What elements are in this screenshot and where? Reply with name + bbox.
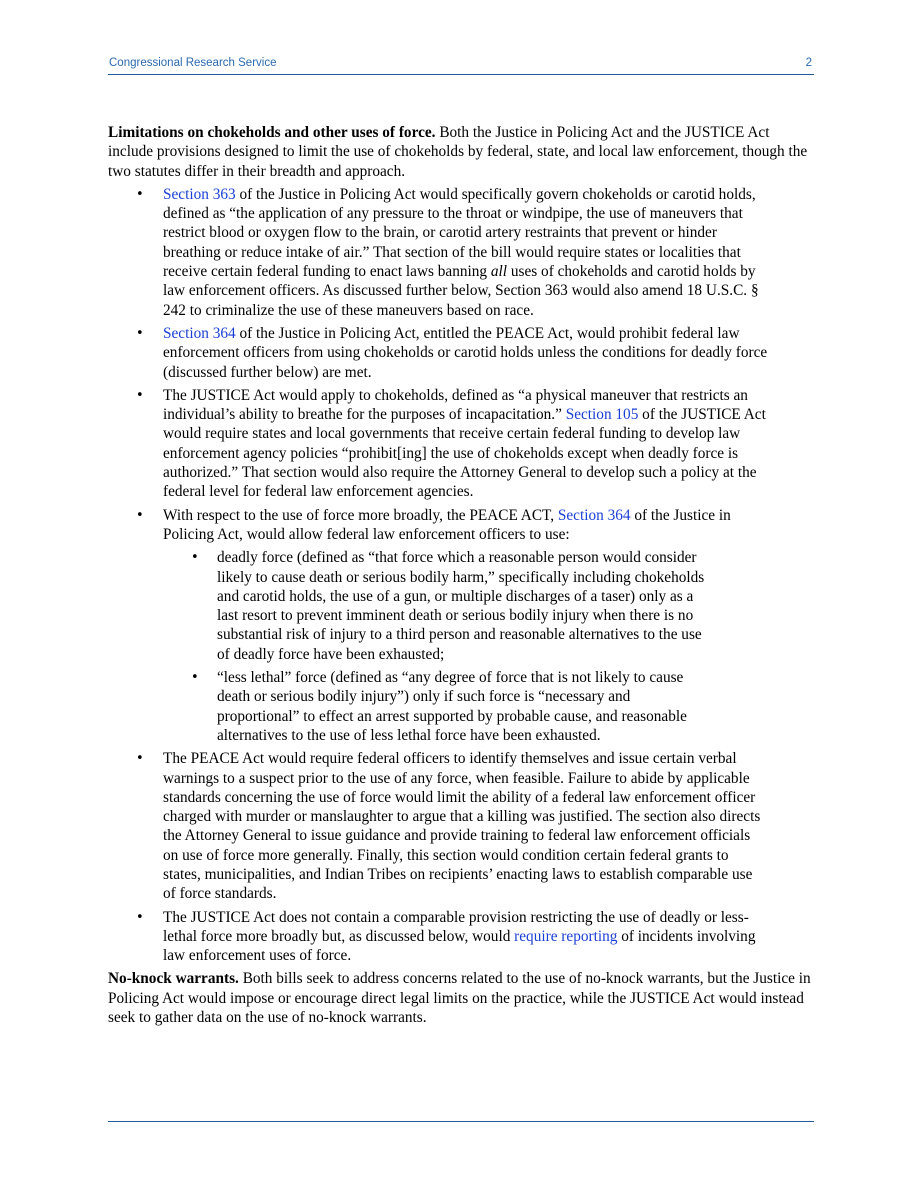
bullet-text: of the Justice in Policing Act, entitled the PEACE Act, would prohibit federal law enforcement officers from using chokeholds or carotid holds unless the conditions for deadly force (discussed further below) are met. [163,324,768,381]
list-item [163,908,816,966]
list-item [163,506,816,746]
no-knock-text: Both bills seek to address concerns related to the use of no-knock warrants, but the Justice in Policing Act would impose or encourage direct legal limits on the practice, while the JUSTICE Act would instead seek to gather data on the use of no-knock warrants. [108,970,811,1027]
footer-divider [108,1121,814,1122]
bullet-text: The JUSTICE Act would apply to chokeholds, defined as “a physical maneuver that restricts an individual’s ability to breathe for the purposes of incapacitation.” [163,386,748,424]
list-item [163,386,816,502]
page-header [108,56,814,75]
force-types-sublist [163,548,768,745]
bullet-text: of incidents involving law enforcement uses of force. [163,927,756,965]
limitations-intro-text: Both the Justice in Policing Act and the JUSTICE Act include provisions designed to limit the use of chokeholds by federal, state, and local law enforcement, though the two statutes differ in their breadth and approach. [108,124,808,180]
publisher-name: Congressional Research Service [109,57,277,69]
bullet-text: of the Justice in Policing Act would specifically govern chokeholds or carotid holds, defined as “the application of any pressure to the throat or windpipe, the use of maneuvers that restrict blood or oxygen flow to the brain, or carotid artery restraints that prevent or hinder breathing or reduce intake of air.” That section of the bill would require states or localities that receive certain federal funding to enact laws banning [163,185,756,281]
section-364-link[interactable]: Section 364 [163,324,236,342]
section-364-link-2[interactable]: Section 364 [557,506,631,524]
bullet-text: The PEACE Act would require federal officers to identify themselves and issue certain verbal warnings to a suspect prior to the use of any force, when feasible. Failure to abide by applicable standards concerning the use of force would limit the ability of a federal law enforcement officer charged with murder or manslaughter to argue that a killing was justified. The section also directs the Attorney General to issue guidance and provide training to federal law enforcement officials on use of force more generally. Finally, this section would condition certain federal grants to states, municipalities, and Indian Tribes on recipients’ enacting laws to establish comparable use of force standards. [163,750,761,903]
limitations-heading: Limitations on chokeholds and other uses of force. [108,124,436,141]
bullet-text: The JUSTICE Act does not contain a comparable provision restricting the use of deadly or less-lethal force more broadly but, as discussed below, would [163,908,749,945]
bullet-text: of the Justice in Policing Act, would allow federal law enforcement officers to use: [163,506,731,543]
limitations-bullet-list [108,185,816,966]
list-item [163,185,816,320]
no-knock-paragraph [108,969,816,1027]
bullet-text: uses of chokeholds and carotid holds by law enforcement officers. As discussed further below, Section 363 would also amend 18 U.S.C. § 242 to criminalize the use of these maneuvers based on race. [163,263,759,319]
section-363-link[interactable]: Section 363 [163,185,236,203]
bullet-text: of the JUSTICE Act would require states and local governments that receive certain federal funding to develop law enforcement agency policies “prohibit[ing] the use of chokeholds except when deadly force is authorized.” That section would also require the Attorney General to develop such a policy at the federal level for federal law enforcement agencies. [163,406,766,501]
document-body [108,123,816,1027]
sub-list-item-deadly-force: • deadly force (defined as “that force which a reasonable person would consider likely to cause death or serious bodily harm,” specifically including chokeholds and carotid holds, the use of a gun, or multiple discharges of a taser) only as a last resort to prevent imminent death or serious bodily injury when there is no substantial risk of injury to a third person and reasonable alternatives to the use of deadly force have been exhausted; [217,548,768,664]
emphasis-all: all [490,263,508,281]
page-number: 2 [805,57,812,69]
sub-list-item-less-lethal-force: • “less lethal” force (defined as “any degree of force that is not likely to cause death or serious bodily injury”) only if such force is “necessary and proportional” to effect an arrest supported by probable cause, and reasonable alternatives to the use of less lethal force have been exhausted. [217,668,768,745]
require-reporting-link[interactable]: require reporting [514,927,618,945]
bullet-text: With respect to the use of force more broadly, the PEACE ACT, [163,506,558,524]
list-item [163,324,816,382]
list-item [163,749,816,903]
limitations-intro-paragraph [108,123,816,181]
no-knock-heading: No-knock warrants. [108,970,239,988]
section-105-link[interactable]: Section 105 [565,406,639,424]
